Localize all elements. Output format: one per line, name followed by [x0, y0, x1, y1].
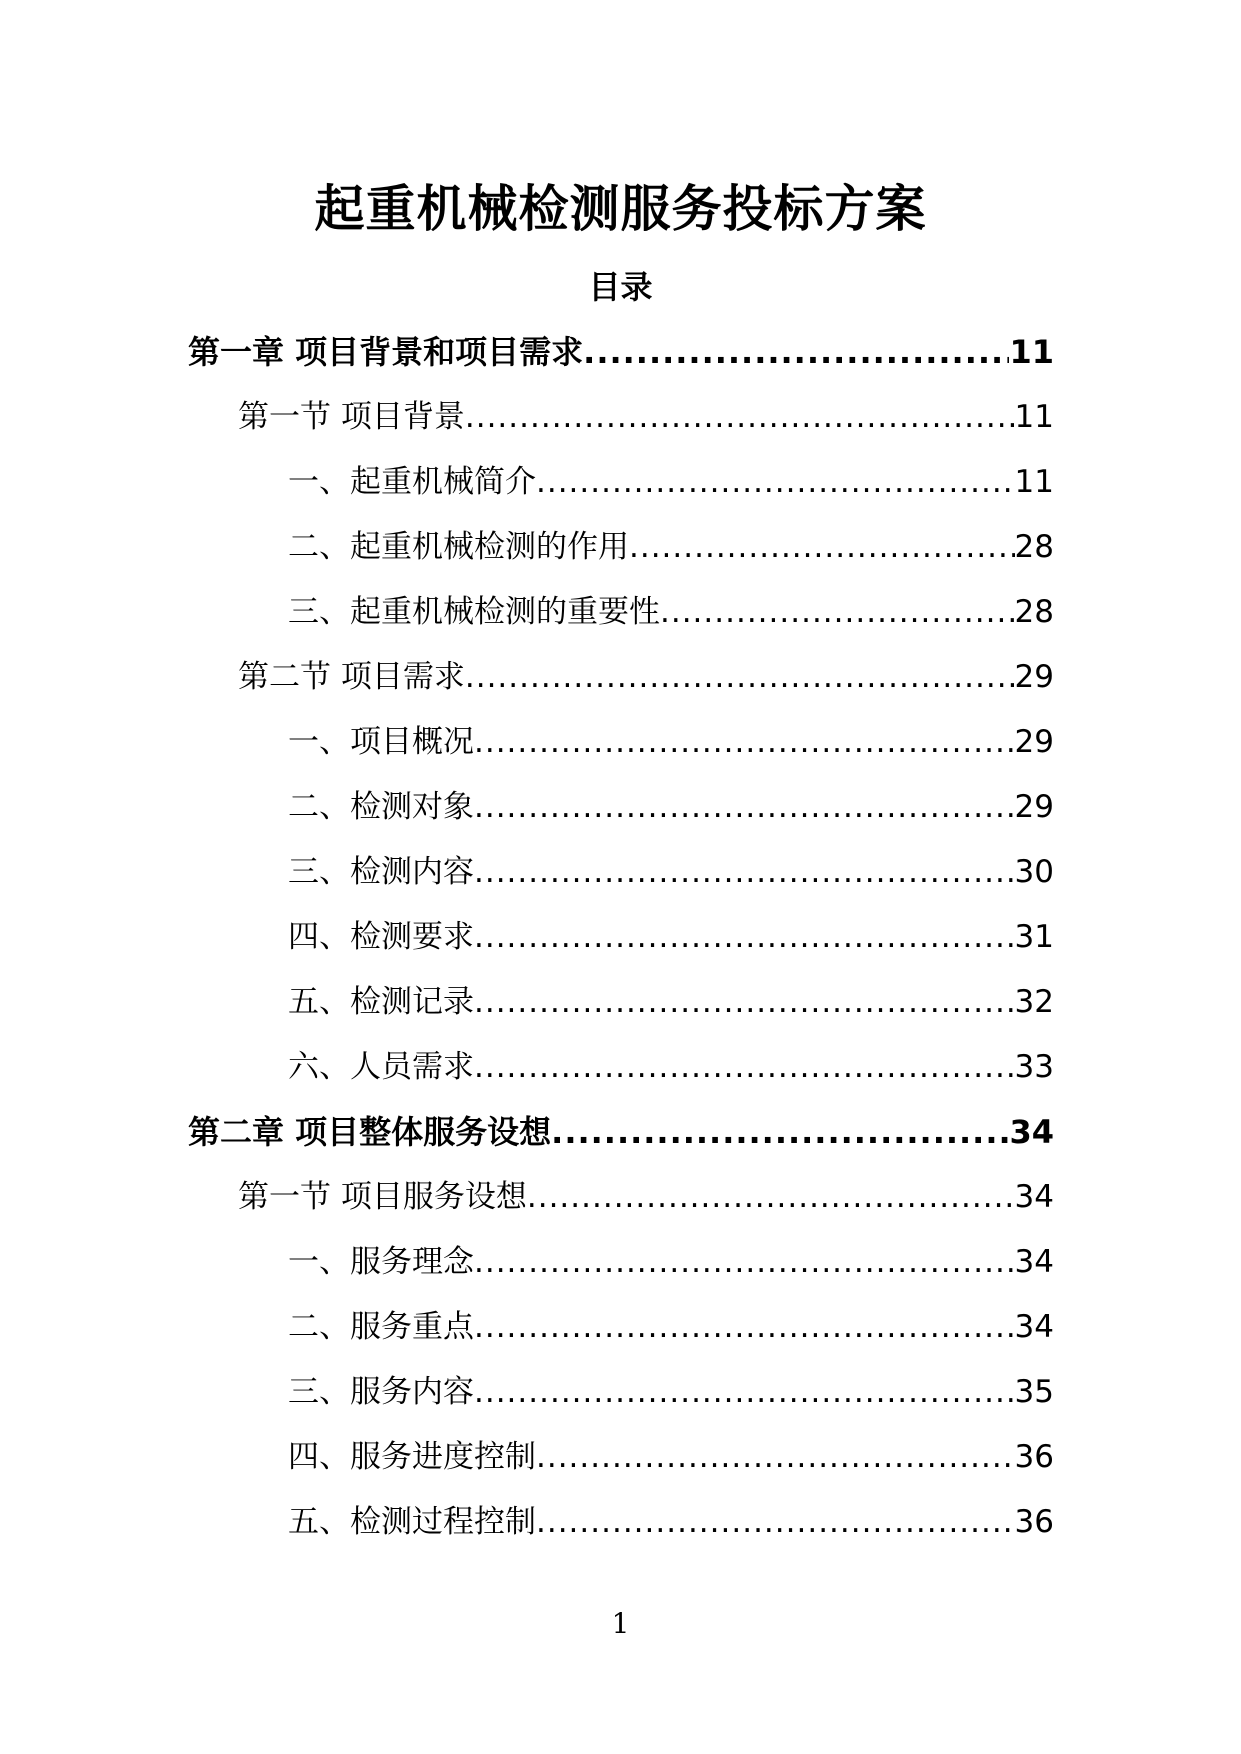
toc-entry-level-3[interactable] — [0, 1429, 1241, 1494]
toc-entry-page: 29 — [1014, 789, 1054, 825]
toc-entry-level-3[interactable] — [0, 779, 1241, 844]
toc-entry-level-3[interactable] — [0, 909, 1241, 974]
toc-entry-page: 11 — [1014, 399, 1054, 435]
toc-entry-title: 三、检测内容 — [288, 854, 474, 890]
toc-entry-page: 11 — [1009, 333, 1054, 371]
table-of-contents — [0, 324, 1241, 1559]
toc-dot-leader — [474, 1039, 1015, 1095]
toc-entry-title: 四、服务进度控制 — [288, 1439, 536, 1475]
toc-entry-level-3[interactable] — [0, 1299, 1241, 1364]
toc-entry-page: 28 — [1014, 529, 1054, 565]
toc-entry-title: 五、检测记录 — [288, 984, 474, 1020]
toc-entry-title: 一、项目概况 — [288, 724, 474, 760]
toc-dot-leader — [536, 1429, 1015, 1485]
toc-entry-page: 33 — [1014, 1049, 1054, 1085]
toc-entry-title: 二、检测对象 — [288, 789, 474, 825]
page-number: 1 — [611, 1607, 630, 1640]
toc-entry-title: 第二节 项目需求 — [238, 659, 465, 695]
toc-dot-leader — [474, 844, 1015, 900]
toc-entry-page: 34 — [1009, 1113, 1054, 1151]
toc-entry-title: 三、起重机械检测的重要性 — [288, 594, 660, 630]
toc-dot-leader — [465, 649, 1015, 705]
toc-dot-leader — [474, 909, 1015, 965]
toc-dot-leader — [527, 1169, 1015, 1225]
toc-entry-title: 三、服务内容 — [288, 1374, 474, 1410]
toc-entry-level-3[interactable] — [0, 519, 1241, 584]
toc-entry-level-3[interactable] — [0, 584, 1241, 649]
toc-entry-level-2[interactable] — [0, 1169, 1241, 1234]
toc-entry-page: 32 — [1014, 984, 1054, 1020]
toc-entry-title: 第一节 项目服务设想 — [238, 1179, 527, 1215]
toc-entry-title: 五、检测过程控制 — [288, 1504, 536, 1540]
toc-entry-level-3[interactable] — [0, 974, 1241, 1039]
toc-entry-page: 34 — [1014, 1179, 1054, 1215]
toc-dot-leader — [551, 1104, 1009, 1160]
toc-dot-leader — [536, 1494, 1015, 1550]
toc-entry-page: 29 — [1014, 724, 1054, 760]
toc-entry-page: 36 — [1014, 1504, 1054, 1540]
document-title: 起重机械检测服务投标方案 — [314, 180, 927, 238]
toc-entry-page: 34 — [1014, 1244, 1054, 1280]
toc-entry-level-3[interactable] — [0, 1039, 1241, 1104]
toc-dot-leader — [660, 584, 1015, 640]
toc-entry-title: 第二章 项目整体服务设想 — [188, 1113, 552, 1151]
toc-dot-leader — [583, 324, 1009, 380]
toc-entry-page: 31 — [1014, 919, 1054, 955]
toc-dot-leader — [536, 454, 1015, 510]
toc-dot-leader — [474, 714, 1015, 770]
toc-entry-title: 第一章 项目背景和项目需求 — [188, 333, 584, 371]
toc-entry-page: 29 — [1014, 659, 1054, 695]
toc-entry-title: 一、起重机械简介 — [288, 464, 536, 500]
toc-entry-title: 二、起重机械检测的作用 — [288, 529, 629, 565]
toc-dot-leader — [474, 779, 1015, 835]
toc-entry-level-3[interactable] — [0, 1494, 1241, 1559]
toc-entry-level-1[interactable] — [0, 1104, 1241, 1169]
toc-entry-page: 30 — [1014, 854, 1054, 890]
toc-heading: 目录 — [588, 268, 653, 306]
toc-entry-title: 第一节 项目背景 — [238, 399, 465, 435]
toc-entry-level-3[interactable] — [0, 714, 1241, 779]
toc-entry-page: 34 — [1014, 1309, 1054, 1345]
toc-dot-leader — [474, 1364, 1015, 1420]
toc-dot-leader — [474, 1234, 1015, 1290]
toc-entry-title: 一、服务理念 — [288, 1244, 474, 1280]
toc-entry-level-1[interactable] — [0, 324, 1241, 389]
toc-dot-leader — [629, 519, 1015, 575]
toc-dot-leader — [474, 974, 1015, 1030]
toc-entry-page: 28 — [1014, 594, 1054, 630]
toc-entry-level-3[interactable] — [0, 1364, 1241, 1429]
toc-entry-level-3[interactable] — [0, 454, 1241, 519]
toc-entry-level-3[interactable] — [0, 1234, 1241, 1299]
toc-dot-leader — [465, 389, 1015, 445]
toc-entry-title: 六、人员需求 — [288, 1049, 474, 1085]
toc-entry-page: 11 — [1014, 464, 1054, 500]
toc-entry-title: 二、服务重点 — [288, 1309, 474, 1345]
toc-dot-leader — [474, 1299, 1015, 1355]
toc-entry-page: 35 — [1014, 1374, 1054, 1410]
toc-entry-title: 四、检测要求 — [288, 919, 474, 955]
toc-entry-level-3[interactable] — [0, 844, 1241, 909]
toc-entry-level-2[interactable] — [0, 389, 1241, 454]
toc-entry-level-2[interactable] — [0, 649, 1241, 714]
toc-entry-page: 36 — [1014, 1439, 1054, 1475]
